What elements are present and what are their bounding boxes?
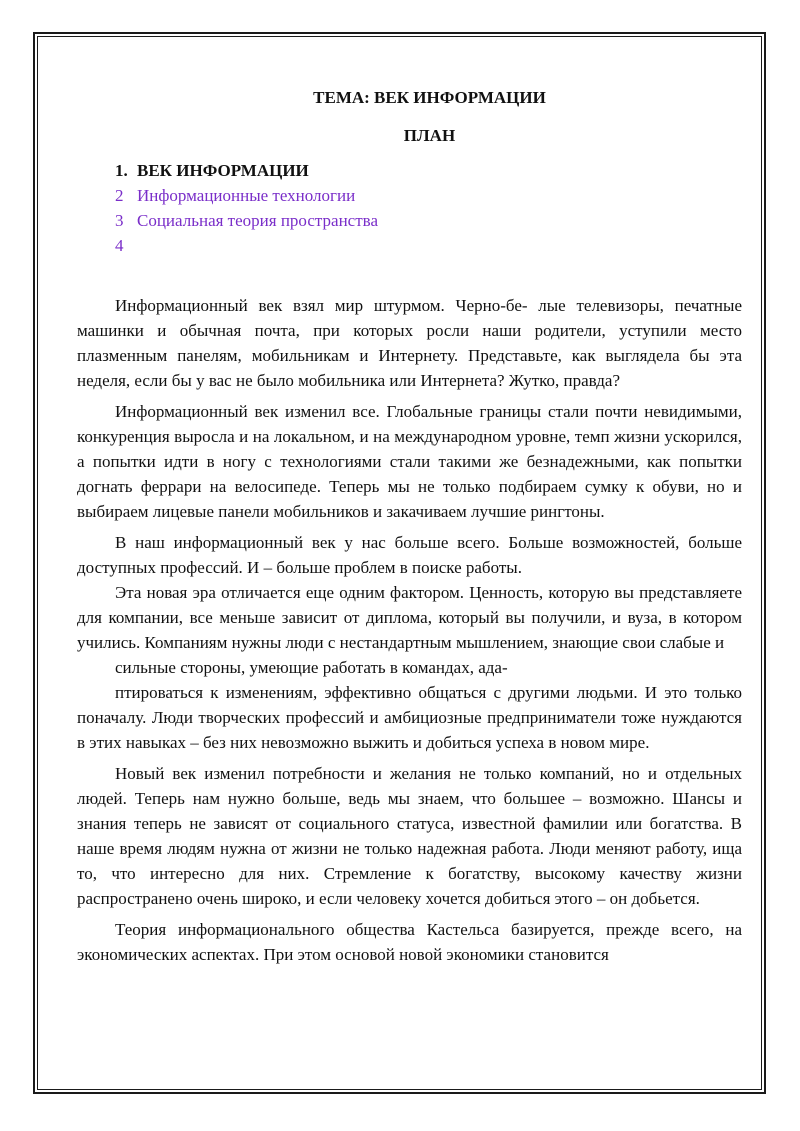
document-body	[77, 86, 742, 1090]
body-text	[77, 293, 742, 967]
plan-item-1	[77, 158, 742, 183]
plan-item-4[interactable]	[77, 233, 742, 258]
paragraph: Новый век изменил потребности и желания не только компаний, но и отдельных людей. Теперь нам нужно больше, ведь мы знаем, что большее – возможно. Шансы и знания теперь не зависят от социального статуса, известной фамилии или богатства. В наше время людям нужна от жизни не только надежная работа. Люди меняют работу, ища то, что интересно для них. Стремление к богатству, высокому качеству жизни распространено очень широко, и если человеку хочется добиться этого – он добьется.	[77, 764, 742, 908]
plan-item-text: ВЕК ИНФОРМАЦИИ	[137, 161, 309, 180]
paragraph: Информационный век взял мир штурмом. Черно-бе- лые телевизоры, печатные машинки и обычная почта, при которых росли наши родители, уступили место плазменным панелям, мобильникам и Интернету. Представьте, как выглядела бы эта неделя, если бы у вас не было мобильника или Интернета? Жутко, правда?	[77, 296, 742, 390]
plan-heading: ПЛАН	[403, 126, 456, 145]
plan-item-number: 1.	[115, 161, 128, 180]
plan-list	[77, 158, 742, 258]
paragraph: птироваться к изменениям, эффективно общаться с другими людьми. И это только поначалу. Люди творческих профессий и амбициозные предприниматели тоже нуждаются в этих навыках – без них невозможно выжить и добиться успеха в новом мире.	[77, 683, 742, 752]
paragraph: сильные стороны, умеющие работать в командах, ада-	[115, 658, 508, 677]
paragraph: Эта новая эра отличается еще одним фактором. Ценность, которую вы представляете для компании, все меньше зависит от диплома, который вы получили, и вуза, в котором учились. Компаниям нужны люди с нестандартным мышлением, знающие свои слабые и	[77, 583, 742, 652]
paragraph: В наш информационный век у нас больше всего. Больше возможностей, больше доступных профессий. И – больше проблем в поиске работы.	[77, 533, 742, 577]
paragraph: Информационный век изменил все. Глобальные границы стали почти невидимыми, конкуренция выросла и на локальном, и на международном уровне, темп жизни ускорился, а попытки идти в ногу с технологиями стали такими же безнадежными, как попытки догнать феррари на велосипеде. Теперь мы не только подбираем сумку к обуви, но и выбираем лицевые панели мобильников и закачиваем лучшие рингтоны.	[77, 402, 742, 521]
document-title: ТЕМА: ВЕК ИНФОРМАЦИИ	[313, 88, 546, 107]
plan-item-link[interactable]: Информационные технологии	[137, 186, 356, 205]
plan-item-number: 2	[115, 186, 124, 205]
plan-item-link[interactable]: Социальная теория пространства	[137, 211, 378, 230]
paragraph: Теория информационального общества Кастельса базируется, прежде всего, на экономических аспектах. При этом основой новой экономики становится	[77, 920, 742, 964]
plan-item-number: 3	[115, 211, 124, 230]
plan-item-number: 4	[115, 236, 124, 255]
plan-item-2[interactable]	[77, 183, 742, 208]
plan-item-3[interactable]	[77, 208, 742, 233]
